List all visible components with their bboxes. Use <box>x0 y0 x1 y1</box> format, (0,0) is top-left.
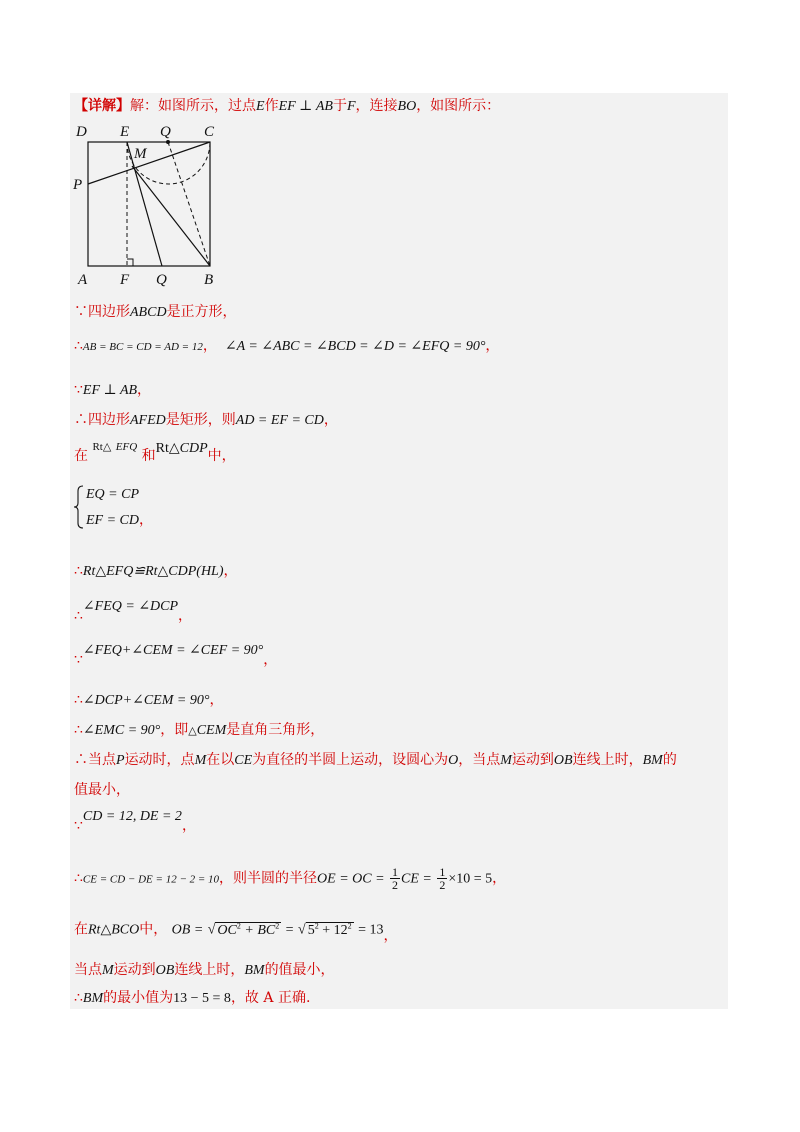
step-2: ∴AB = BC = CD = AD = 12， ∠A = ∠ABC = ∠BCD = ∠D = ∠EFQ = 90°， <box>74 338 500 354</box>
step-12-cont: 值最小， <box>74 782 130 798</box>
label-p: P <box>73 177 83 193</box>
step-13: ∵CD = 12, DE = 2， <box>74 809 196 834</box>
right-angle-mark <box>127 259 133 266</box>
segment-mb <box>132 166 210 266</box>
step-3: ∵EF ⊥ AB， <box>74 382 152 398</box>
fraction-half-2: $\frac{1}{2}$ <box>439 865 446 892</box>
label-m: M <box>134 146 147 162</box>
label-q-top: Q <box>160 124 171 140</box>
sqrt-oc-bc: √ $OC^2 + BC^2$ <box>207 921 280 938</box>
label-q-bot: Q <box>156 272 167 288</box>
equation-row-1: EQ = CP <box>86 487 139 502</box>
step-5: 在 Rt△ EFQ 和Rt△CDP中， <box>74 441 236 464</box>
sqrt-5-12: √ $5^2 + 12^2$ <box>298 921 352 938</box>
label-c: C <box>204 124 215 140</box>
step-12: ∴当点P运动时，点M在以CE为直径的半圆上运动，设圆心为O，当点M运动到OB连线上时，BM的 <box>74 752 677 768</box>
detail-tag: 【详解】 <box>74 98 130 114</box>
label-f: F <box>120 272 130 288</box>
step-9: ∵∠FEQ+∠CEM = ∠CEF = 90°， <box>74 643 278 668</box>
step-16: 当点M运动到OB连线上时，BM的值最小， <box>74 962 335 978</box>
step-1: ∵四边形ABCD是正方形， <box>74 304 237 320</box>
equation-row-2: EF = CD， <box>86 512 153 528</box>
point-q-top <box>166 140 170 144</box>
step-15: 在Rt△BCO中， OB = √ $OC^2 + BC^2$ = √ $5^2 + 12^2 = 13$， <box>74 921 398 944</box>
label-d: D <box>76 124 87 140</box>
fraction-half-1: $\frac{1}{2}$ <box>392 865 399 892</box>
header-line: 【详解】解：如图所示，过点E作EF ⊥ AB于F，连接BO，如图所示： <box>74 98 501 114</box>
label-b: B <box>204 272 214 288</box>
label-e: E <box>120 124 130 140</box>
segment-qb <box>168 142 210 266</box>
step-8: ∴∠FEQ = ∠DCP， <box>74 599 193 624</box>
step-11: ∴∠EMC = 90°，即△CEM是直角三角形， <box>74 722 325 738</box>
square-abcd <box>88 142 210 266</box>
left-brace <box>74 485 84 529</box>
segment-pc <box>88 142 210 184</box>
step-17: ∴BM的最小值为13 − 5 = 8，故 A 正确. <box>74 990 311 1006</box>
step-4: ∴四边形AFED是矩形，则AD = EF = CD， <box>74 412 338 428</box>
geometry-figure <box>70 118 230 290</box>
step-7: ∴Rt△EFQ≌Rt△CDP(HL)， <box>74 563 238 579</box>
step-10: ∴∠DCP+∠CEM = 90°， <box>74 692 224 708</box>
step-14: ∴CE = CD − DE = 12 − 2 = 10，则半圆的半径OE = OC = $\frac{1}{2}$ CE = $\frac{1}{2}$ ×10 = 5， <box>74 865 507 892</box>
label-a: A <box>78 272 88 288</box>
